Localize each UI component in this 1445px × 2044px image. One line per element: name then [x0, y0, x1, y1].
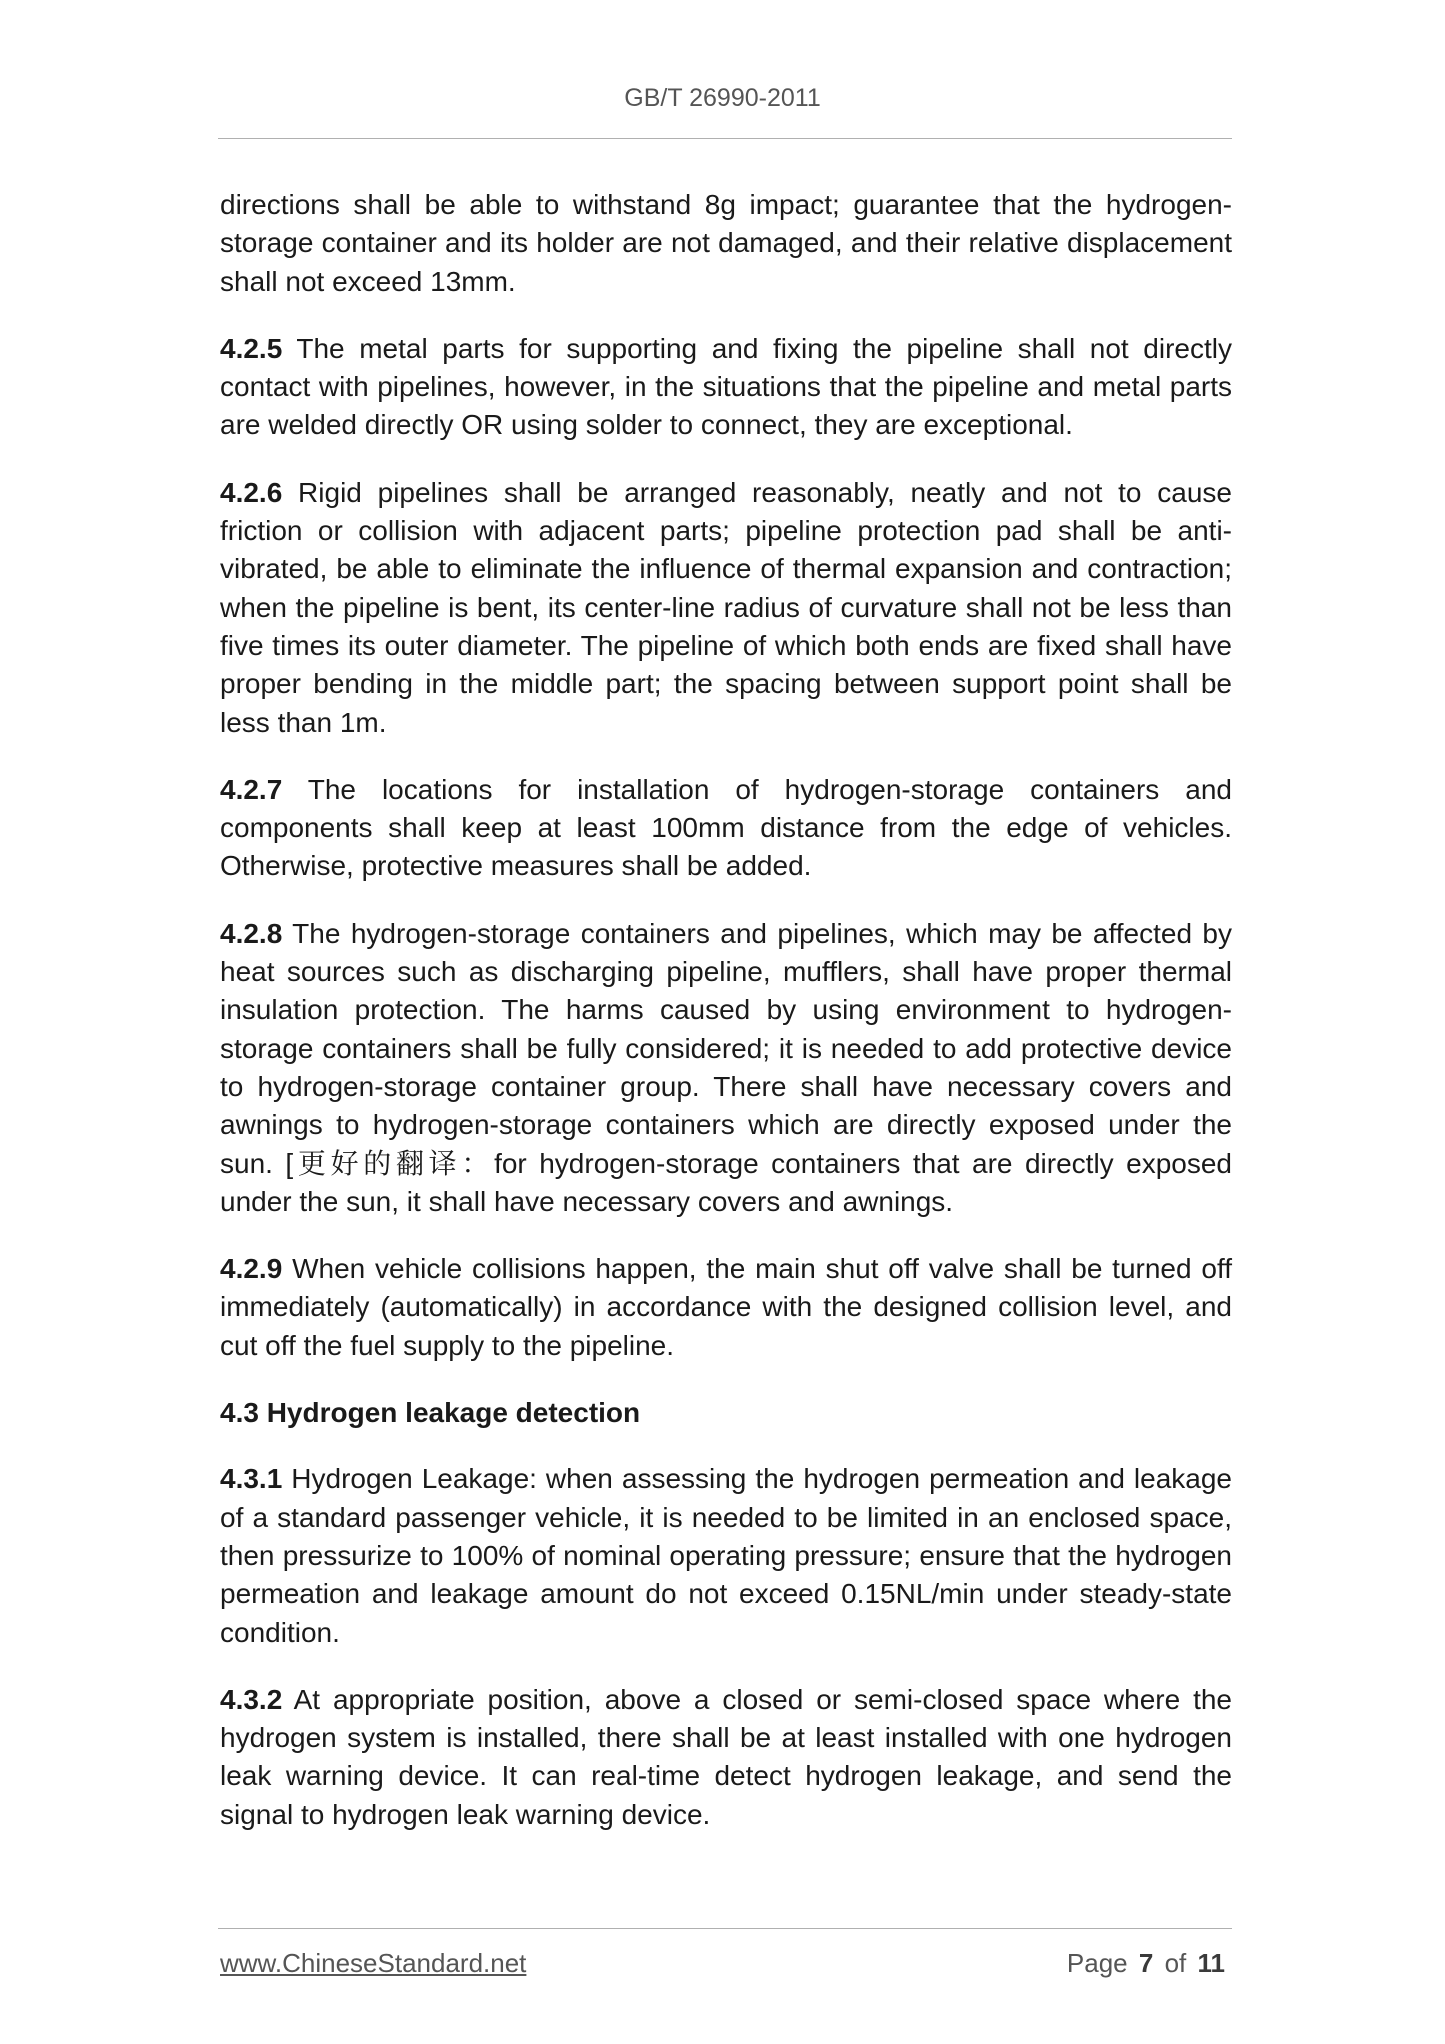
section-heading-4-3: 4.3 Hydrogen leakage detection: [220, 1397, 641, 1429]
clause-text-continued: for hydrogen-storage containers that are directly exposed under the sun, it shall have necessary covers and awnings.: [220, 1147, 1232, 1217]
page-label: Page: [1066, 1948, 1128, 1978]
page-of-label: of: [1164, 1948, 1187, 1978]
page-indicator: [1067, 1948, 1225, 1979]
document-body: [220, 186, 1232, 1863]
clause-number: 4.2.9: [220, 1253, 283, 1285]
footer-divider: [218, 1928, 1232, 1929]
document-header: GB/T 26990-2011: [624, 84, 821, 112]
clause-4-2-7: [220, 771, 1232, 886]
clause-text: The locations for installation of hydrogen-storage containers and components shall keep at least 100mm distance from the edge of vehicles. Otherwise, protective measures shall be added.: [220, 773, 1232, 882]
header-divider: [218, 138, 1232, 139]
clause-number: 4.2.5: [220, 332, 283, 364]
clause-text: The hydrogen-storage containers and pipelines, which may be affected by heat sources such as discharging pipeline, mufflers, shall have proper thermal insulation protection. The harms caused by using environment to hydrogen-storage containers shall be fully considered; it is needed to add protective device to hydrogen-storage container group. There shall have necessary covers and awnings to hydrogen-storage containers which are directly exposed under the sun. [: [220, 917, 1232, 1179]
paragraph-continued: [220, 186, 1232, 301]
clause-number: 4.3.1: [220, 1463, 283, 1495]
clause-text: Rigid pipelines shall be arranged reasonably, neatly and not to cause friction or collision with adjacent parts; pipeline protection pad shall be anti-vibrated, be able to eliminate the influence of thermal expansion and contraction; when the pipeline is bent, its center-line radius of curvature shall not be less than five times its outer diameter. The pipeline of which both ends are fixed shall have proper bending in the middle part; the spacing between support point shall be less than 1m.: [220, 476, 1232, 738]
paragraph-text: directions shall be able to withstand 8g impact; guarantee that the hydrogen-storage container and its holder are not damaged, and their relative displacement shall not exceed 13mm.: [220, 189, 1232, 297]
website-link[interactable]: www.ChineseStandard.net: [220, 1948, 527, 1978]
clause-number: 4.2.6: [220, 476, 283, 508]
clause-4-2-9: [220, 1250, 1232, 1365]
clause-4-3-1: [220, 1460, 1232, 1651]
clause-text: At appropriate position, above a closed or semi-closed space where the hydrogen system is installed, there shall be at least installed with one hydrogen leak warning device. It can real-time detect hydrogen leakage, and send the signal to hydrogen leak warning device.: [220, 1683, 1232, 1830]
clause-4-3-2: [220, 1681, 1232, 1834]
clause-text: The metal parts for supporting and fixing the pipeline shall not directly contact with pipelines, however, in the situations that the pipeline and metal parts are welded directly OR using solder to connect, they are exceptional.: [220, 332, 1232, 441]
clause-number: 4.3.2: [220, 1683, 283, 1715]
clause-4-2-5: [220, 330, 1232, 445]
clause-number: 4.2.8: [220, 917, 283, 949]
clause-text: When vehicle collisions happen, the main shut off valve shall be turned off immediately (automatically) in accordance with the designed collision level, and cut off the fuel supply to the pipeline.: [220, 1253, 1232, 1361]
page-total: 11: [1197, 1948, 1225, 1978]
page-current: 7: [1138, 1948, 1154, 1978]
clause-4-2-8: [220, 915, 1232, 1221]
clause-text: Hydrogen Leakage: when assessing the hydrogen permeation and leakage of a standard passenger vehicle, it is needed to be limited in an enclosed space, then pressurize to 100% of nominal operating pressure; ensure that the hydrogen permeation and leakage amount do not exceed 0.15NL/min under steady-state condition.: [220, 1463, 1232, 1648]
clause-4-2-6: [220, 474, 1232, 742]
clause-number: 4.2.7: [220, 773, 283, 805]
translation-note-cjk: 更好的翻译：: [293, 1146, 495, 1180]
